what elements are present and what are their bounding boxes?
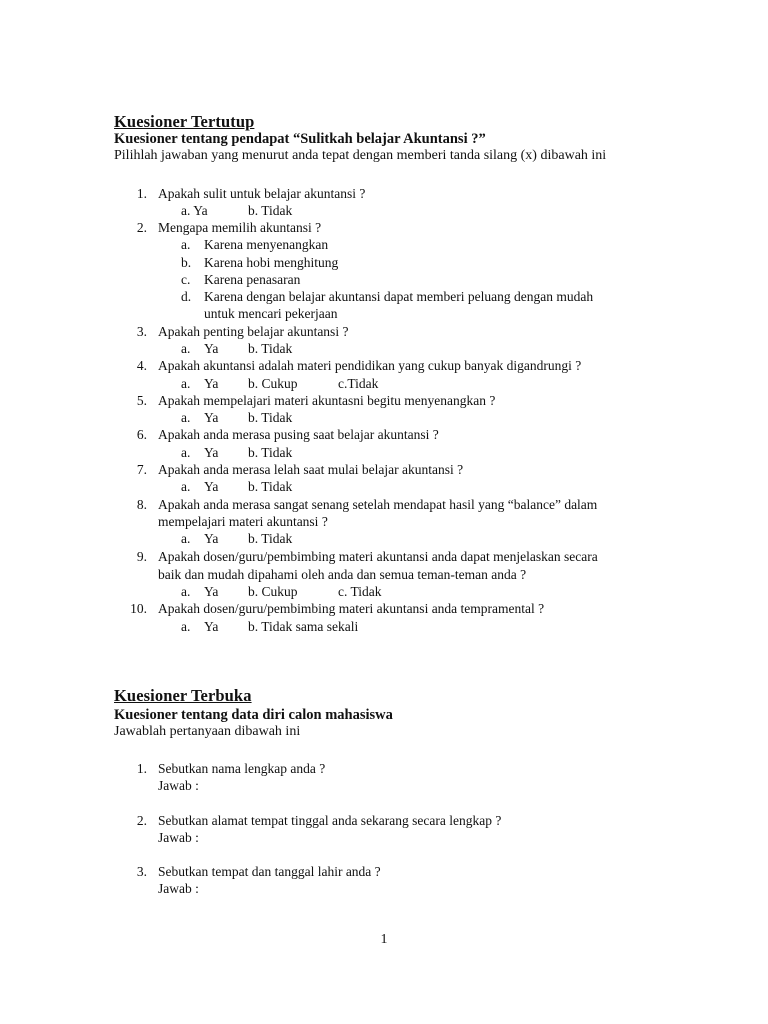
q9-option-b: b. Cukup: [248, 584, 298, 599]
q10-number: 10.: [130, 601, 147, 616]
q2-option-a-letter: a.: [181, 237, 191, 252]
q7-option-b: b. Tidak: [248, 479, 293, 494]
open-q3-number: 3.: [136, 864, 147, 879]
q8-option-a-text: Ya: [204, 531, 219, 546]
q7-text: Apakah anda merasa lelah saat mulai belajar akuntansi ?: [158, 462, 464, 477]
q2-text: Mengapa memilih akuntansi ?: [158, 220, 322, 235]
q2-option-c-letter: c.: [181, 272, 191, 287]
q2-option-c-text: Karena penasaran: [204, 272, 301, 287]
q4-option-a-letter: a.: [181, 376, 191, 391]
q6-number: 6.: [136, 427, 147, 442]
q6-option-a-text: Ya: [204, 445, 219, 460]
open-title: Kuesioner Terbuka: [114, 686, 252, 705]
q8-option-b: b. Tidak: [248, 531, 293, 546]
q5-number: 5.: [136, 393, 147, 408]
q8-number: 8.: [136, 497, 147, 512]
q4-option-a-text: Ya: [204, 376, 219, 391]
open-q3-text: Sebutkan tempat dan tanggal lahir anda ?: [158, 864, 381, 879]
q1-option-b: b. Tidak: [248, 203, 293, 218]
q3-option-a-letter: a.: [181, 341, 191, 356]
q10-option-b: b. Tidak sama sekali: [248, 619, 359, 634]
closed-subtitle: Kuesioner tentang pendapat “Sulitkah belajar Akuntansi ?”: [114, 131, 486, 147]
q9-option-a-letter: a.: [181, 584, 191, 599]
q10-text: Apakah dosen/guru/pembimbing materi akuntansi anda tempramental ?: [158, 601, 545, 616]
q1-text: Apakah sulit untuk belajar akuntansi ?: [158, 186, 366, 201]
q2-option-b-letter: b.: [181, 255, 192, 270]
q8-text-line2: mempelajari materi akuntansi ?: [158, 514, 328, 529]
q6-option-b: b. Tidak: [248, 445, 293, 460]
q10-option-a-letter: a.: [181, 619, 191, 634]
q2-option-d-text: Karena dengan belajar akuntansi dapat memberi peluang dengan mudah: [204, 289, 594, 304]
q2-option-d-continuation: untuk mencari pekerjaan: [204, 306, 338, 321]
q1-number: 1.: [136, 186, 147, 201]
q4-option-b: b. Cukup: [248, 376, 298, 391]
open-q1-number: 1.: [136, 761, 147, 776]
q2-option-b-text: Karena hobi menghitung: [204, 255, 339, 270]
open-q3-answer: Jawab :: [158, 881, 199, 896]
q9-option-c: c. Tidak: [338, 584, 382, 599]
page-number: 1: [380, 932, 388, 947]
q4-text: Apakah akuntansi adalah materi pendidikan yang cukup banyak digandrungi ?: [158, 358, 582, 373]
open-subtitle: Kuesioner tentang data diri calon mahasiswa: [114, 707, 393, 723]
q9-option-a-text: Ya: [204, 584, 219, 599]
open-q1-text: Sebutkan nama lengkap anda ?: [158, 761, 326, 776]
open-q2-number: 2.: [136, 813, 147, 828]
q9-number: 9.: [136, 549, 147, 564]
closed-title: Kuesioner Tertutup: [114, 112, 255, 131]
q2-option-d-letter: d.: [181, 289, 192, 304]
q9-text-line1: Apakah dosen/guru/pembimbing materi akuntansi anda dapat menjelaskan secara: [158, 549, 598, 564]
closed-instruction: Pilihlah jawaban yang menurut anda tepat dengan memberi tanda silang (x) dibawah ini: [114, 148, 607, 163]
q4-option-c: c.Tidak: [338, 376, 379, 391]
q2-option-a-text: Karena menyenangkan: [204, 237, 329, 252]
open-q1-answer: Jawab :: [158, 778, 199, 793]
open-q2-text: Sebutkan alamat tempat tinggal anda sekarang secara lengkap ?: [158, 813, 502, 828]
q7-option-a-text: Ya: [204, 479, 219, 494]
q1-option-a: a. Ya: [181, 203, 208, 218]
q3-text: Apakah penting belajar akuntansi ?: [158, 324, 349, 339]
q10-option-a-text: Ya: [204, 619, 219, 634]
q8-option-a-letter: a.: [181, 531, 191, 546]
open-instruction: Jawablah pertanyaan dibawah ini: [114, 724, 301, 739]
q9-text-line2: baik dan mudah dipahami oleh anda dan semua teman-teman anda ?: [158, 567, 527, 582]
q7-number: 7.: [136, 462, 147, 477]
q5-option-a-letter: a.: [181, 410, 191, 425]
q2-number: 2.: [136, 220, 147, 235]
q6-text: Apakah anda merasa pusing saat belajar akuntansi ?: [158, 427, 439, 442]
q3-option-a-text: Ya: [204, 341, 219, 356]
q8-text-line1: Apakah anda merasa sangat senang setelah mendapat hasil yang “balance” dalam: [158, 497, 598, 512]
q5-option-a-text: Ya: [204, 410, 219, 425]
q3-option-b: b. Tidak: [248, 341, 293, 356]
q5-option-b: b. Tidak: [248, 410, 293, 425]
q4-number: 4.: [136, 358, 147, 373]
q7-option-a-letter: a.: [181, 479, 191, 494]
q3-number: 3.: [136, 324, 147, 339]
open-q2-answer: Jawab :: [158, 830, 199, 845]
q6-option-a-letter: a.: [181, 445, 191, 460]
q5-text: Apakah mempelajari materi akuntasni begitu menyenangkan ?: [158, 393, 496, 408]
